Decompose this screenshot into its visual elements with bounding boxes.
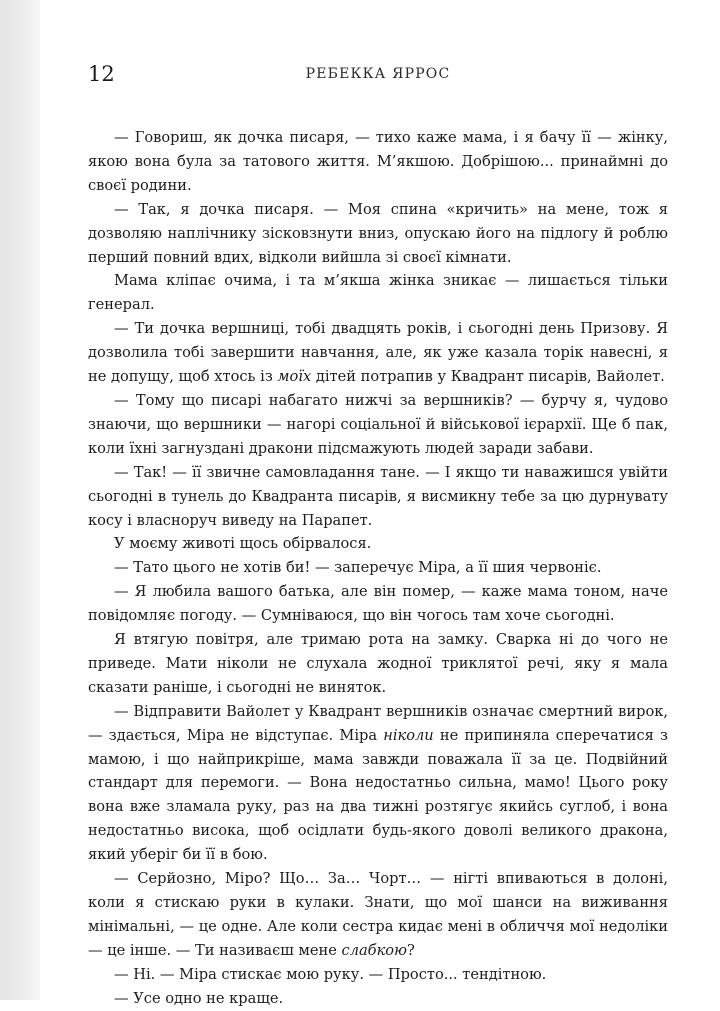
text-run: — Говориш, як дочка писаря, — тихо каже мама, і я бачу її — жінку, якою вона була за татового життя. М’якшою. Добрішою... принаймні до своєї родини. (88, 129, 668, 194)
text-run: — Відправити Вайолет у Квадрант вершників означає смертний вирок, — здається, Міра не відступає. Міра (88, 702, 668, 744)
text-run: Я втягую повітря, але тримаю рота на замку. Сварка ні до чого не приведе. Мати ніколи не слухала жодної триклятої речі, яку я мала сказати раніше, і сьогодні не виняток. (88, 631, 668, 696)
paragraph (88, 963, 668, 987)
text-run: — Серйозно, Міро? Що… За… Чорт… — нігті впиваються в долоні, коли я стискаю руки в кулаки. Знати, що мої шанси на виживання мінімальні, — це одне. Але коли сестра кидає мені в обличчя мої недоліки — це інше. — Ти називаєш мене (88, 870, 668, 959)
page-number: 12 (88, 62, 115, 86)
text-run: — Так, я дочка писаря. — Моя спина «кричить» на мене, тож я дозволяю наплічнику зісковзнути вниз, опускаю його на підлогу й роблю перший повний вдих, відколи вийшла зі своєї кімнати. (88, 200, 668, 266)
running-title: РЕБЕККА ЯРРОС (305, 66, 451, 82)
paragraph (88, 556, 668, 580)
paragraph (88, 389, 668, 461)
italic-run: моїх (277, 368, 312, 386)
text-run: не припиняла сперечатися з мамою, і що найприкріше, мама завжди поважала її за це. Подвійний стандарт для перемоги. — Вона недостатньо сильна, мамо! Цього року вона вже зламала руку, раз на два тижні розтягує якийсь суглоб, і вона недостатньо висока, щоб осідлати будь-якого доволі великого дракона, який уберіг би її в бою. (88, 726, 668, 864)
text-run: ? (406, 941, 415, 959)
text-run: — Ні. — Міра стискає мою руку. — Просто... тендітною. (114, 965, 547, 983)
running-head (88, 62, 668, 94)
italic-run: ніколи (383, 726, 434, 744)
italic-run: слабкою (341, 941, 407, 959)
paragraph (88, 867, 668, 963)
paragraph (88, 269, 668, 317)
paragraph (88, 628, 668, 700)
text-run: дітей потрапив у Квадрант писарів, Вайолет. (311, 368, 665, 386)
text-run: — Так! — її звичне самовладання тане. — І якщо ти наважишся увійти сьогодні в тунель до Квадранта писарів, я висмикну тебе за цю дурнувату косу і власноруч виведу на Парапет. (88, 463, 668, 529)
paragraph (88, 580, 668, 628)
text-run: — Усе одно не краще. (114, 989, 284, 1007)
paragraph (88, 461, 668, 533)
text-run: — Я любила вашого батька, але він помер, — каже мама тоном, наче повідомляє погоду. — Сумніваюся, що він чогось там хоче сьогодні. (88, 583, 668, 625)
paragraph (88, 126, 668, 198)
paragraph (88, 532, 668, 556)
paragraph (88, 987, 668, 1011)
paragraph (88, 198, 668, 270)
paragraph (88, 317, 668, 389)
text-run: Мама кліпає очима, і та м’якша жінка зникає — лишається тільки генерал. (88, 272, 668, 314)
text-run: — Тато цього не хотів би! — заперечує Міра, а її шия червоніє. (114, 559, 602, 577)
text-run: У моєму животі щось обірвалося. (114, 535, 372, 553)
page-gutter-shadow (0, 0, 40, 1000)
text-run: — Ти дочка вершниці, тобі двадцять років, і сьогодні день Призову. Я дозволила тобі завершити навчання, але, як уже казала торік навесні, я не допущу, щоб хтось із (88, 320, 668, 386)
body-text (88, 126, 668, 1011)
book-page (88, 62, 668, 1011)
text-run: — Тому що писарі набагато нижчі за вершників? — бурчу я, чудово знаючи, що вершники — нагорі соціальної й військової ієрархії. Ще б пак, коли їхні загнуздані дракони підсмажують людей заради забави. (88, 391, 668, 457)
paragraph (88, 700, 668, 867)
